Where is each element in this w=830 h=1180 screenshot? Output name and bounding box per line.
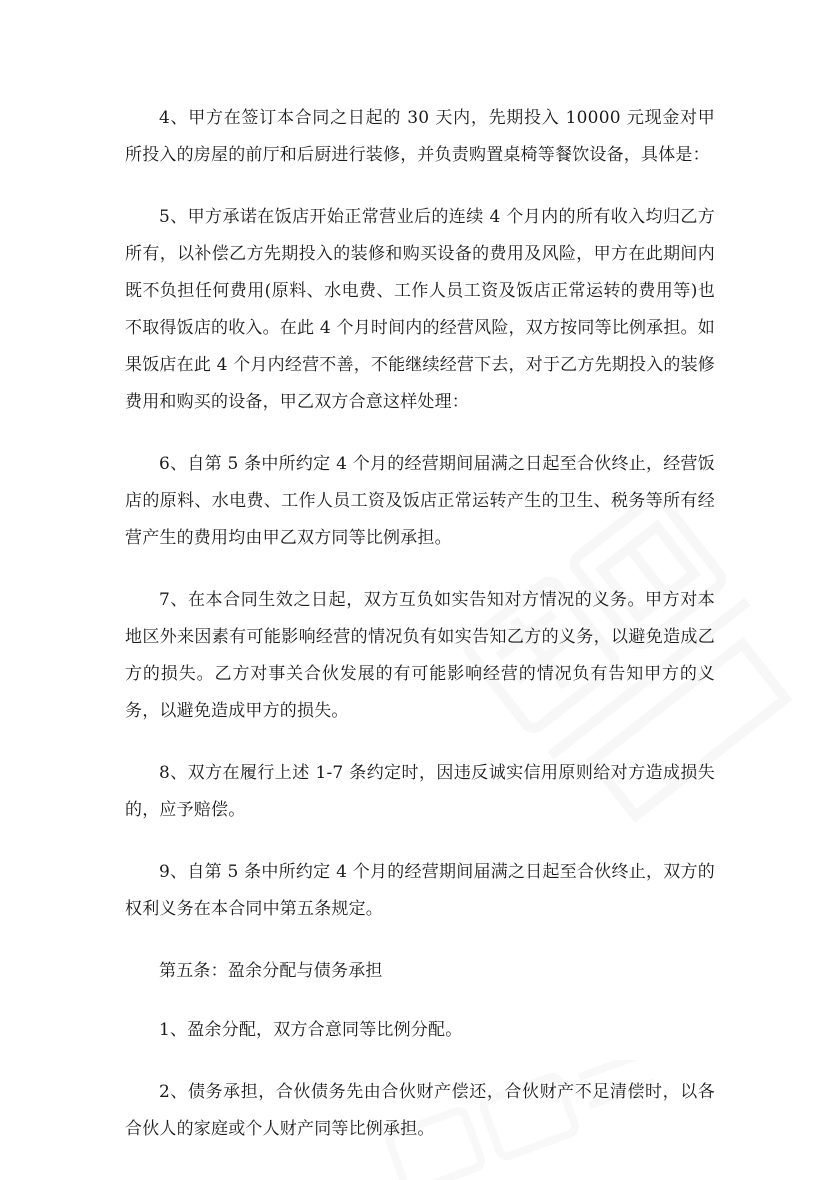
clause-4-6: 6、自第 5 条中所约定 4 个月的经营期间届满之日起至合伙终止，经营饭店的原料、水电费、工作人员工资及饭店正常运转产生的卫生、税务等所有经营产生的费用均由甲乙双方同等比例承担。 <box>125 454 715 548</box>
clause-5-2: 2、债务承担，合伙债务先由合伙财产偿还，合伙财产不足清偿时，以各合伙人的家庭或个人财产同等比例承担。 <box>125 1082 715 1139</box>
clause-5-1: 1、盈余分配，双方合意同等比例分配。 <box>159 1020 463 1040</box>
clause-4-7: 7、在本合同生效之日起，双方互负如实告知对方情况的义务。甲方对本地区外来因素有可能影响经营的情况负有如实告知乙方的义务，以避免造成乙方的损失。乙方对事关合伙发展的有可能影响经营的情况负有告知甲方的义务，以避免造成甲方的损失。 <box>125 590 715 721</box>
clause-4-8: 8、双方在履行上述 1-7 条约定时，因违反诚实信用原则给对方造成损失的，应予赔偿。 <box>125 763 715 820</box>
document-body <box>125 100 715 1173</box>
clause-4-5: 5、甲方承诺在饭店开始正常营业后的连续 4 个月内的所有收入均归乙方所有，以补偿乙方先期投入的装修和购买设备的费用及风险，甲方在此期间内既不负担任何费用(原料、水电费、工作人员工资及饭店正常运转的费用等)也不取得饭店的收入。在此 4 个月时间内的经营风险，双方按同等比例承担。如果饭店在此 4 个月内经营不善，不能继续经营下去，对于乙方先期投入的装修费用和购买的设备，甲乙双方合意这样处理： <box>125 207 715 412</box>
clause-4-4: 4、甲方在签订本合同之日起的 30 天内，先期投入 10000 元现金对甲所投入的房屋的前厅和后厨进行装修，并负责购置桌椅等餐饮设备，具体是： <box>125 108 715 165</box>
clause-4-9: 9、自第 5 条中所约定 4 个月的经营期间届满之日起至合伙终止，双方的权利义务在本合同中第五条规定。 <box>125 862 715 919</box>
article-5-heading: 第五条：盈余分配与债务承担 <box>159 961 383 981</box>
